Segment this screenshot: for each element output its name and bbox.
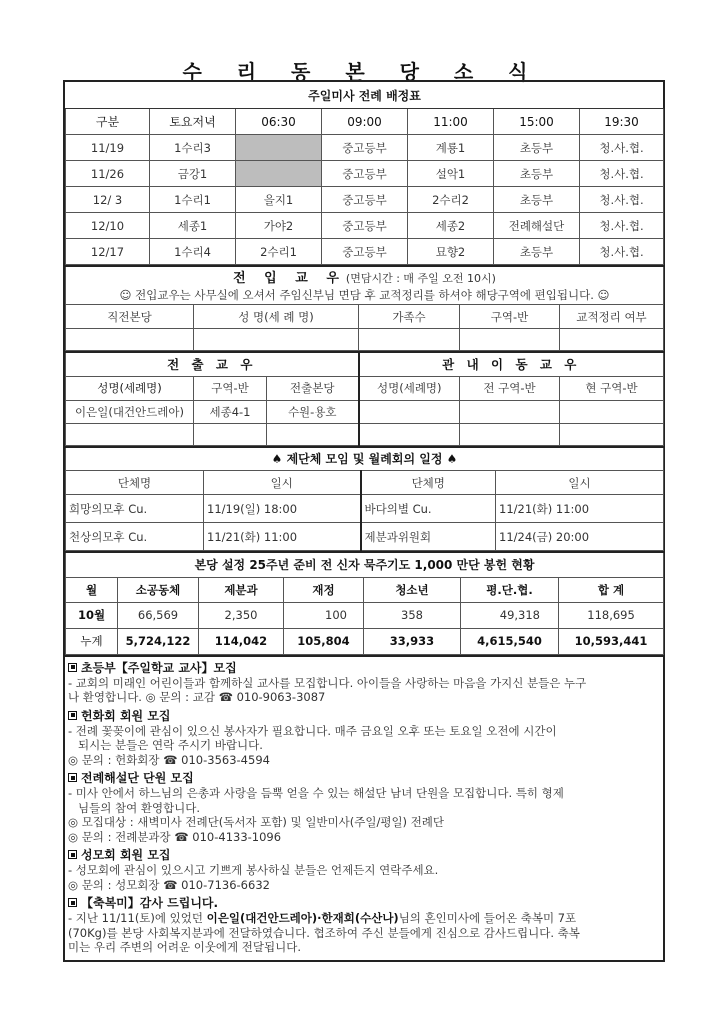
cell: 100 <box>284 602 364 628</box>
cell: 10,593,441 <box>559 628 664 654</box>
cell: 설악1 <box>408 161 494 187</box>
announcement-line <box>68 911 660 926</box>
transfer-in-subtitle: (면담시간 : 매 주일 오전 10시) <box>345 271 496 285</box>
empty-cell <box>236 135 322 161</box>
announcement-title: 초등부【주일학교 교사】모집 <box>81 660 237 675</box>
cell: 11/21(화) 11:00 <box>496 495 664 523</box>
cell <box>460 400 560 423</box>
cell: 4,615,540 <box>461 628 559 654</box>
announcement-sunday-school <box>68 661 660 705</box>
cell: 1수리3 <box>150 135 236 161</box>
cell: 수원-용호 <box>267 400 359 423</box>
cell: 초등부 <box>494 239 580 265</box>
cell: 초등부 <box>494 161 580 187</box>
transfer-out-title: 전 출 교 우 <box>66 352 359 376</box>
meetings-table <box>65 446 664 552</box>
table-row <box>66 523 664 551</box>
col-header: 일시 <box>204 471 361 495</box>
cell: 묘향2 <box>408 239 494 265</box>
col-header: 구분 <box>66 109 150 135</box>
col-header: 구역-반 <box>194 376 267 400</box>
col-header: 성명(세례명) <box>359 376 460 400</box>
col-header: 재정 <box>284 577 364 602</box>
cell <box>560 329 664 351</box>
announcement-line: - 성모회에 관심이 있으시고 기쁘게 봉사하실 분들은 언제든지 연락주세요. <box>68 863 439 877</box>
cell <box>66 423 194 445</box>
announcement-line: (70Kg)를 본당 사회복지분과에 전달하였습니다. 협조하여 주신 분들에게 진심으로 감사드립니다. 축복 <box>68 925 580 940</box>
col-header: 일시 <box>496 471 664 495</box>
col-header: 평.단.협. <box>461 577 559 602</box>
cell: 세종4-1 <box>194 400 267 423</box>
internal-move-title: 관 내 이 동 교 우 <box>359 352 664 376</box>
cell <box>359 400 460 423</box>
col-header: 합 계 <box>559 577 664 602</box>
announcement-line: 나 환영합니다. ◎ 문의 : 교감 ☎ 010-9063-3087 <box>68 690 326 704</box>
col-header: 청소년 <box>364 577 461 602</box>
cell: 금강1 <box>150 161 236 187</box>
cell: 12/10 <box>66 213 150 239</box>
table-row <box>66 495 664 523</box>
table-row <box>66 213 664 239</box>
col-header: 09:00 <box>322 109 408 135</box>
cell: 초등부 <box>494 187 580 213</box>
cell: 5,724,122 <box>118 628 199 654</box>
cell: 358 <box>364 602 461 628</box>
cell: 세종2 <box>408 213 494 239</box>
square-bullet-icon <box>68 850 77 859</box>
mass-schedule-title: 주일미사 전례 배정표 <box>66 82 664 109</box>
square-bullet-icon <box>68 773 77 782</box>
table-row <box>66 628 664 654</box>
cell: 2수리2 <box>408 187 494 213</box>
transfer-in-table <box>65 265 664 351</box>
cell: 105,804 <box>284 628 364 654</box>
cell <box>560 400 664 423</box>
col-header: 성명(세례명) <box>66 376 194 400</box>
cell: 중고등부 <box>322 239 408 265</box>
bulletin-title: 수 리 동 본 당 소 식 <box>182 60 542 84</box>
text: 님의 혼인미사에 들어온 축복미 7포 <box>398 911 577 925</box>
cell: 10월 <box>66 602 118 628</box>
cell: 중고등부 <box>322 213 408 239</box>
cell: 11/21(화) 11:00 <box>204 523 361 551</box>
announcement-blessing-rice <box>68 896 660 955</box>
cell: 66,569 <box>118 602 199 628</box>
rosary-title: 본당 설정 25주년 준비 전 신자 묵주기도 1,000 만단 봉헌 현황 <box>66 552 664 577</box>
announcements <box>65 655 663 960</box>
announcement-liturgy-commentators <box>68 771 660 844</box>
table-row <box>66 135 664 161</box>
cell: 바다의별 Cu. <box>361 495 496 523</box>
col-header: 직전본당 <box>66 305 194 329</box>
cell <box>460 423 560 445</box>
cell <box>560 423 664 445</box>
transfer-in-note: ☺ 전입교우는 사무실에 오셔서 주임신부님 면담 후 교적정리를 하셔야 해당구역에 편입됩니다. ☺ <box>119 287 610 302</box>
cell: 제분과위원회 <box>361 523 496 551</box>
cell <box>194 423 267 445</box>
announcement-line: ◎ 모집대상 : 새벽미사 전례단(독서자 포함) 및 일반미사(주일/평일) 전례단 <box>68 815 445 829</box>
announcement-title: 헌화회 회원 모집 <box>81 708 171 723</box>
cell: 중고등부 <box>322 187 408 213</box>
empty-cell <box>236 161 322 187</box>
cell: 천상의모후 Cu. <box>66 523 204 551</box>
col-header: 제분과 <box>199 577 284 602</box>
cell: 33,933 <box>364 628 461 654</box>
col-header: 교적정리 여부 <box>560 305 664 329</box>
cell: 1수리1 <box>150 187 236 213</box>
announcement-line: 님들의 참여 환영합니다. <box>78 800 201 815</box>
square-bullet-icon <box>68 898 77 907</box>
col-header: 소공동체 <box>118 577 199 602</box>
cell <box>267 423 359 445</box>
col-header: 성 명(세 례 명) <box>194 305 359 329</box>
cell: 중고등부 <box>322 135 408 161</box>
col-header: 현 구역-반 <box>560 376 664 400</box>
col-header: 단체명 <box>66 471 204 495</box>
announcement-title: 성모회 회원 모집 <box>81 848 171 862</box>
cell: 중고등부 <box>322 161 408 187</box>
cell: 청.사.협. <box>580 161 664 187</box>
table-row <box>66 400 664 423</box>
mass-schedule-table <box>65 82 664 265</box>
square-bullet-icon <box>68 663 77 672</box>
cell: 청.사.협. <box>580 239 664 265</box>
cell <box>194 329 359 351</box>
announcement-line: - 전례 꽃꽂이에 관심이 있으신 봉사자가 필요합니다. 매주 금요일 오후 또는 토요일 오전에 시간이 <box>68 723 557 738</box>
cell <box>66 329 194 351</box>
cell: 11/19(일) 18:00 <box>204 495 361 523</box>
cell: 11/19 <box>66 135 150 161</box>
table-row <box>66 329 664 351</box>
transfer-in-header <box>66 266 664 305</box>
meetings-title: ♠ 제단체 모임 및 월례회의 일정 ♠ <box>66 447 664 471</box>
col-header: 06:30 <box>236 109 322 135</box>
table-row <box>66 602 664 628</box>
announcement-line: ◎ 문의 : 헌화회장 ☎ 010-3563-4594 <box>68 752 270 767</box>
cell <box>359 423 460 445</box>
col-header: 토요저녁 <box>150 109 236 135</box>
cell: 청.사.협. <box>580 187 664 213</box>
cell: 누계 <box>66 628 118 654</box>
bulletin-document <box>63 80 665 962</box>
text: - 지난 11/11(토)에 있었던 <box>68 911 207 925</box>
announcement-title: 전례해설단 단원 모집 <box>81 771 194 785</box>
cell: 가야2 <box>236 213 322 239</box>
announcement-title: 【축복미】감사 드립니다. <box>81 896 219 910</box>
cell: 세종1 <box>150 213 236 239</box>
col-header: 11:00 <box>408 109 494 135</box>
col-header: 15:00 <box>494 109 580 135</box>
couple-names: 이은일(대건안드레아)·한재희(수산나) <box>206 911 399 925</box>
col-header: 구역-반 <box>460 305 560 329</box>
announcement-line: - 교회의 미래인 어린이들과 함께하실 교사를 모집합니다. 아이들을 사랑하는 마음을 가지신 분들은 누구 <box>68 675 587 690</box>
cell: 희망의모후 Cu. <box>66 495 204 523</box>
col-header: 가족수 <box>359 305 460 329</box>
cell <box>359 329 460 351</box>
cell: 청.사.협. <box>580 213 664 239</box>
announcement-mothers-society <box>68 848 660 892</box>
col-header: 19:30 <box>580 109 664 135</box>
table-row <box>66 187 664 213</box>
transfer-out-move-table <box>65 351 664 446</box>
announcement-line: ◎ 문의 : 전례분과장 ☎ 010-4133-1096 <box>68 829 282 844</box>
cell: 2,350 <box>199 602 284 628</box>
cell: 114,042 <box>199 628 284 654</box>
cell: 이은일(대건안드레아) <box>66 400 194 423</box>
announcement-line: - 미사 안에서 하느님의 은총과 사랑을 듬뿍 얻을 수 있는 해설단 남녀 단원을 모집합니다. 특히 형제 <box>68 786 564 800</box>
cell: 11/24(금) 20:00 <box>496 523 664 551</box>
col-header: 월 <box>66 577 118 602</box>
cell: 1수리4 <box>150 239 236 265</box>
cell: 12/17 <box>66 239 150 265</box>
table-row <box>66 423 664 445</box>
cell <box>460 329 560 351</box>
cell: 12/ 3 <box>66 187 150 213</box>
announcement-line: 미는 우리 주변의 어려운 이웃에게 전달됩니다. <box>68 940 302 954</box>
rosary-table <box>65 551 664 655</box>
cell: 118,695 <box>559 602 664 628</box>
col-header: 전출본당 <box>267 376 359 400</box>
cell: 2수리1 <box>236 239 322 265</box>
announcement-line: ◎ 문의 : 성모회장 ☎ 010-7136-6632 <box>68 877 270 892</box>
cell: 계룡1 <box>408 135 494 161</box>
transfer-in-title: 전 입 교 우 <box>233 270 346 286</box>
cell: 전례해설단 <box>494 213 580 239</box>
square-bullet-icon <box>68 711 77 720</box>
cell: 초등부 <box>494 135 580 161</box>
cell: 청.사.협. <box>580 135 664 161</box>
table-row <box>66 161 664 187</box>
col-header: 단체명 <box>361 471 496 495</box>
cell: 11/26 <box>66 161 150 187</box>
announcement-line: 되시는 분들은 연락 주시기 바랍니다. <box>78 738 263 752</box>
table-row <box>66 239 664 265</box>
cell: 을지1 <box>236 187 322 213</box>
cell: 49,318 <box>461 602 559 628</box>
col-header: 전 구역-반 <box>460 376 560 400</box>
announcement-flower-society <box>68 709 660 768</box>
